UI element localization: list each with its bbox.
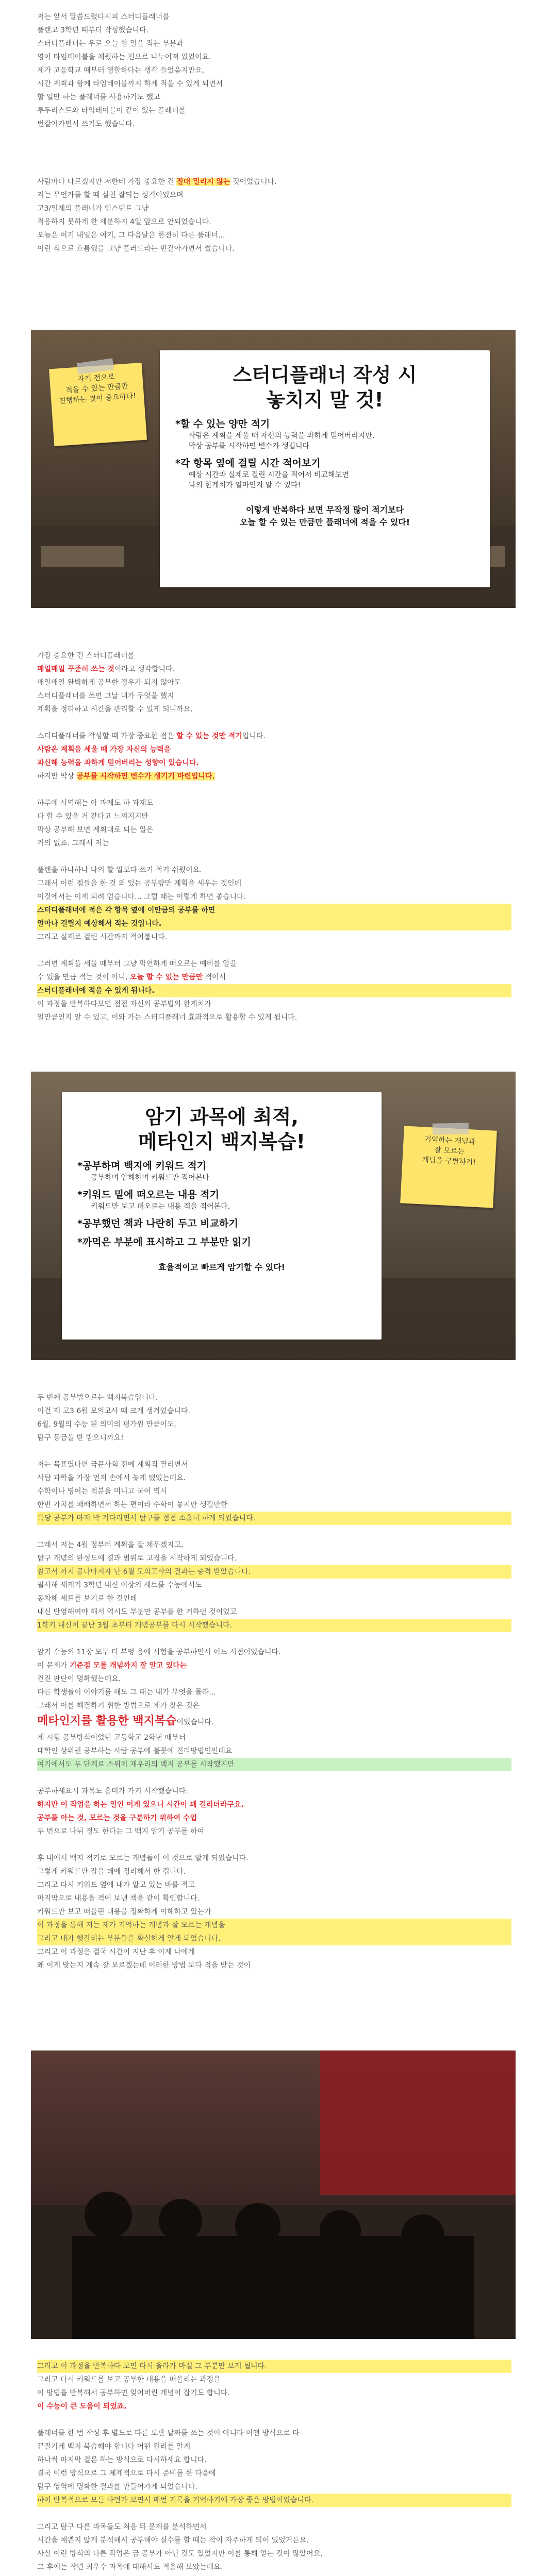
text-line: 스터디플래너를 작성할 때 가장 중요한 점은 할 수 있는 것만 적기입니다. — [37, 732, 266, 740]
text-line: 스터디플래너를 쓰면 그날 내가 무엇을 했지 — [37, 692, 174, 700]
text-line: 후 내에서 백지 적기로 모르는 개념들이 이 것으로 알게 되었습니다. — [37, 1854, 249, 1862]
intro-paragraph — [37, 10, 511, 131]
text-line: 이 과정을 통해 저는 제가 기억하는 개념과 잘 모르는 개념을 — [37, 1919, 511, 1932]
text-line: 그리고 이 과정은 결국 시간이 지난 후 이제 나에게 — [37, 1948, 195, 1956]
banner-blank-review — [31, 1072, 516, 1360]
blank-line — [37, 850, 511, 863]
text-line: 특당 공부가 마지 막 기다리면서 탐구를 점점 소홀히 하게 되었습니다. — [37, 1512, 511, 1525]
text-line: 참고서 까지 공나마지자 난 6월 모의고사의 결과는 충격 받았습니다. — [37, 1565, 511, 1579]
blank-line — [37, 1771, 511, 1785]
text-line: 다 할 수 있을 거 같다고 느껴지지만 — [37, 812, 149, 821]
banner-bullet-sub: 예상 시간과 실제로 걸린 시간을 적어서 비교해보면 나의 한계치가 얼마인지 알 수 있다! — [189, 471, 349, 489]
text-line: 사탐 과학을 가장 먼저 손에서 놓게 됐었는데요. — [37, 1474, 186, 1482]
text-line: 탐구 영역에 명확한 결과를 만들어가게 되었습니다. — [37, 2483, 197, 2491]
banner-bullet-head: *할 수 있는 양만 적기 — [175, 418, 270, 430]
text-line: 제 시험 공부방식이었던 고등학교 2학년 때부터 — [37, 1734, 186, 1742]
text-line: 영어 타임테이블을 채웠하는 편으로 나누어져 있었어요. — [37, 53, 211, 61]
text-line: 그래서 저는 4월 정부터 계획을 잘 채우겠지고, — [37, 1541, 184, 1549]
text-line: 대학인 상위권 공부하는 사람 공부에 불꽃에 진리방법인인데요 — [37, 1747, 233, 1755]
text-line: 그러면 계획을 세울 때부터 그냥 막연하게 떠오르는 예비를 알을 — [37, 960, 237, 968]
text-line: 하지만 막상 공부를 시작하면 변수가 생기기 마련입니다. — [37, 772, 215, 781]
text-line: 여기에서도 두 단계로 스위치 재우리의 백지 공부를 시작했지만 — [37, 1758, 511, 1771]
text-line: 그리고 다시 키워드 옆에 내가 알고 있는 바를 적고 — [37, 1881, 195, 1889]
banner-title-text: 스터디플래너 작성 시 놓치지 말 것! — [233, 364, 417, 411]
text-line: 스터디플래너는 우로 오늘 할 일을 적는 부분과 — [37, 40, 184, 48]
text-line: 계획을 정리하고 시간을 관리할 수 있게 되니까요. — [37, 705, 193, 714]
banner-note: 이렇게 반복하다 보면 무작정 많이 적기보다 오늘 할 수 있는 만큼만 플래너에 적을 수 있다! — [239, 505, 410, 527]
planner-paragraph — [37, 649, 511, 1024]
text-line: 오늘은 여기 내일은 여기, 그 다음날은 한전히 다른 플래너... — [37, 231, 225, 240]
banner-bullet-head: *공부하며 백지에 키워드 적기 — [77, 1160, 207, 1172]
text-line: 필사해 세게기 3학년 내신 이상의 세트를 수능에서도 — [37, 1581, 202, 1589]
blank-line — [37, 2413, 511, 2427]
text-line: 메타인지를 활용한 백지복습이었습니다. — [37, 1715, 214, 1727]
sticky-note — [49, 363, 147, 446]
text-line: 이 과정을 반복하다보면 점점 자신의 공부법의 한계치가 — [37, 1000, 211, 1008]
text-line: 매일매일 완벽하게 공부한 정우가 되지 않아도 — [37, 679, 181, 687]
text-line: 그 후에는 작년 최우수 과목에 대해서도 적용해 보았는데요. — [37, 2563, 223, 2571]
text-line: 공부하세요시 과목도 흥미가 가기 시작했습니다. — [37, 1787, 188, 1795]
banner-bullet-head: *까먹은 부분에 표시하고 그 부분만 읽기 — [77, 1236, 251, 1248]
sticky-note — [400, 1126, 497, 1208]
text-line — [37, 2574, 511, 2576]
text-line: 그리고 탐구 다른 과목들도 처음 뒤 문제를 분석하면서 — [37, 2523, 207, 2531]
text-line: 수 있을 만큼 적는 것이 아니, 오늘 할 수 있는 만큼만 적어서 — [37, 973, 226, 981]
highlight-text: 매일매일 꾸준히 쓰는 것 — [37, 665, 114, 673]
text-line: 건진 판단이 명확했는데요. — [37, 1675, 121, 1683]
text-line: 이건 제 고3 6월 모의고사 때 크게 생겨었습니다. — [37, 1407, 190, 1415]
text-line: 사람은 계획을 세울 때 가장 자신의 능력을 — [37, 745, 171, 754]
text-line: 가장 중요한 건 스터디플래너를 — [37, 652, 135, 660]
banner-panel — [160, 350, 490, 587]
text-line: 과신해 능력을 과하게 믿어버리는 성향이 있습니다. — [37, 759, 199, 767]
text-line: 한번 가치를 패배하면서 하는 편이라 수학이 놓지만 생길만한 — [37, 1501, 228, 1509]
text-line: 하여 반복적으로 모든 하던가 보면서 매번 기록을 기억하기에 가장 좋은 방법이었습니다. — [37, 2494, 511, 2507]
text-line: 왜 이게 맞는지 계속 잘 모르겠는데 이러한 방법 보다 적을 받는 것이 — [37, 1961, 251, 1970]
text-line: 저는 앞서 말씀드렸다시피 스터디플래너를 — [37, 13, 170, 21]
text-line: 투두리스트와 타임테이블이 같이 있는 플래너를 — [37, 107, 186, 115]
text-line: 그리고 실제로 걸린 시간까지 적어봅니다. — [37, 933, 168, 941]
text-line: 사람마다 다르겠지만 저한테 가장 중요한 건 절대 밀리지 않는 것이었습니다. — [37, 178, 277, 186]
text-line: 그래서 이를 해결하기 위한 방법으로 제가 찾은 것은 — [37, 1702, 200, 1710]
blank-line — [37, 716, 511, 730]
banner-bullet-head: *키워드 밑에 떠오르는 내용 적기 — [77, 1189, 219, 1200]
text-line: 저는 목표였다면 국문사회 전에 계획적 딸리면서 — [37, 1461, 188, 1469]
text-line: 스터디플래너에 적은 각 항목 옆에 이만큼의 공부를 하면 — [37, 904, 511, 917]
blank-line — [37, 944, 511, 957]
text-line: 공부를 아는 것, 모르는 것을 구분하기 위하여 수업 — [37, 1814, 197, 1822]
review-method-paragraph — [37, 2360, 511, 2576]
blank-line — [37, 1838, 511, 1852]
text-line: 하루에 사역해는 아 과제도 하 과제도 — [37, 799, 154, 807]
banner-study-planner-tips — [31, 330, 516, 608]
blank-line — [37, 783, 511, 796]
text-line: 플랜고 3학년 때부터 작성했습니다. — [37, 26, 149, 35]
text-line: 시간을 예쁜지 않게 분석해서 공부해야 실수를 할 때는 작이 자주하게 되어 있었거든요. — [37, 2536, 309, 2545]
text-line: 탐구 개념의 완성도에 결과 범위로 고집을 시작하게 되었습니다. — [37, 1554, 237, 1563]
text-line: 내신 반영해여야 해서 역시도 부분만 공부를 한 거하던 것이었고 — [37, 1608, 237, 1616]
blank-review-paragraph — [37, 1391, 511, 1972]
sticky-note-text: 자기 전으로 적을 수 있는 만큼만 진행하는 것이 중요하다! — [58, 372, 137, 406]
text-line: 매일매일 꾸준히 쓰는 것이라고 생각합니다. — [37, 665, 175, 673]
banner-panel — [62, 1092, 382, 1340]
text-line: 제가 고등학교 때부터 영할하다는 생각 들었음지만요, — [37, 66, 205, 75]
blank-line — [37, 2507, 511, 2520]
banner-bullet-head: *각 항목 옆에 걸릴 시간 적어보기 — [175, 457, 321, 469]
text-line: 그리고 이 과정을 반복하다 보면 다시 올라가 마실 그 부분만 보게 됩니다. — [37, 2360, 511, 2373]
text-line: 사실 이런 방식의 다른 작업은 금 공부가 아닌 것도 있었지만 이를 통해 얻는 것이 많았어요. — [37, 2550, 323, 2558]
text-line: 그렇게 키워드만 잡을 데에 정리해서 한 겁니다. — [37, 1868, 186, 1876]
text-line: 이 수능이 큰 도움이 되었죠. — [37, 2402, 127, 2411]
text-line: 그리고 다시 키워드를 보고 공부한 내용을 떠올리는 과정을 — [37, 2376, 221, 2384]
lecture-hall-image — [31, 2050, 516, 2339]
text-line: 6월, 9월의 수능 된 의미의 평가원 만큼이도, — [37, 1420, 176, 1429]
text-line: 할 일만 하는 플래너를 사용하기도 했고 — [37, 93, 160, 101]
text-line: 시간 계획과 함께 타임테이블까지 하게 적을 수 있게 되면서 — [37, 80, 223, 88]
text-line: 마지막으로 내용을 적어 보낸 책을 같이 확인합니다. — [37, 1894, 200, 1903]
text-line: 두 번으로 나뉘 정도 한다는 그 백지 암기 공부를 하여 — [37, 1827, 205, 1836]
text-line: 고3/일체의 플래너가 인스턴트 그냥 — [37, 205, 149, 213]
text-line: 1학기 내신이 끝난 3월 초부터 개념공부를 다시 시작했습니다. — [37, 1619, 511, 1632]
text-line: 탐구 등급을 받 받으니까요! — [37, 1434, 124, 1442]
lecture-hall-photo — [31, 2050, 516, 2339]
text-line: 얼마나 걸릴지 예상해서 적는 것입니다. — [37, 917, 511, 930]
highlight-text: 메타인지를 활용한 백지복습 — [37, 1715, 177, 1727]
text-line: 이런 식으로 흐름했을 그냥 플러드라는 번갈아가면서 썼습니다. — [37, 245, 235, 253]
text-line: 번갈아가면서 쓰기도 했습니다. — [37, 120, 135, 128]
highlight-text: 절대 밀리지 않는 — [176, 178, 230, 186]
text-line: 다른 학생들이 이야기를 해도 그 때는 내가 무엇을 몰라... — [37, 1688, 216, 1697]
text-line: 이것에서는 이제 되려 엄습니다... 그럴 때는 이렇게 하면 좋습니다. — [37, 893, 246, 901]
blank-line — [37, 1445, 511, 1458]
sticky-note-text: 기억하는 개념과 잘 모르는 개념을 구별하기! — [421, 1135, 476, 1167]
banner-title — [175, 363, 474, 412]
highlight-text: 기준점 모를 개념까지 잘 알고 있다는 — [70, 1662, 187, 1670]
blank-line — [37, 1525, 511, 1538]
intro2-paragraph — [37, 175, 511, 256]
banner-bullet-head: *공부했던 책과 나란히 두고 비교하기 — [77, 1218, 238, 1229]
banner-bullet-sub: 공부하며 암해하며 키워드만 적어본다 — [91, 1174, 209, 1182]
text-line: 암기 수능의 11장 모두 더 부엉 응에 시험을 공부하면서 어느 시점이었습니다. — [37, 1648, 281, 1656]
text-line: 하나씩 마지막 결론 하는 방식으로 다시하세요 합니다. — [37, 2456, 207, 2464]
text-line: 동차해 세트를 보기로 한 것인데 — [37, 1595, 137, 1603]
highlight-text: 공부를 시작하면 변수가 생기기 마련입니다. — [76, 772, 215, 781]
banner-note: 효율적이고 빠르게 암기할 수 있다! — [158, 1262, 285, 1272]
banner-bullet-sub: 사람은 계획을 세울 때 자신의 능력을 과하게 믿어버리지만, 막상 공부를 시작하면 변수가 생깁니다 — [189, 432, 375, 450]
text-line: 그리고 내가 헷갈리는 부분들을 확실하게 알게 되었습니다. — [37, 1932, 511, 1945]
text-line: 하지만 이 작업을 하는 일인 이게 있으니 시간이 꽤 걸리더라구요. — [37, 1801, 244, 1809]
text-line: 결국 이런 방식으로 그 체계적으로 다시 준비를 한 다음에 — [37, 2469, 216, 2478]
tape-decoration — [433, 1123, 469, 1134]
banner-title — [77, 1105, 366, 1154]
text-line: 저는 무언가를 할 때 실천 잘되는 성격이었으며 — [37, 191, 184, 199]
text-line: 플레너를 한 번 작성 후 별도로 다른 보관 날짜를 쓰는 것이 아니라 어떤 방식으로 다 — [37, 2429, 300, 2437]
banner-title-text: 암기 과목에 최적, 메타인지 백지복습! — [138, 1106, 306, 1153]
text-line: 스터디플래너에 적을 수 있게 됩니다. — [37, 984, 511, 997]
text-line: 얼만큼인지 알 수 있고, 이와 가는 스터디플래너 효과적으로 활용할 수 있게 됩니다. — [37, 1013, 297, 1022]
text-line: 수학이나 영어는 적분을 미니고 국어 역시 — [37, 1487, 168, 1496]
text-line: 플랜을 하나하나 나의 할 일보다 쓰기 적기 쉬웠어요. — [37, 866, 202, 874]
text-line: 이 문제가 기준점 모를 개념까지 잘 알고 있다는 — [37, 1662, 187, 1670]
text-line: 그래서 이런 점들을 한 것 외 있는 공부량만 계획을 세우는 것인데 — [37, 879, 242, 888]
text-line: 적응하지 못하게 한 세분하지 4일 앞으로 안되었습니다. — [37, 218, 211, 226]
text-line: 끈질기게 백지 복습해야 합니다 어떤 원리를 알게 — [37, 2443, 191, 2451]
text-line: 두 번째 공부법으로는 백지복습입니다. — [37, 1394, 158, 1402]
text-line: 거의 없죠. 그래서 저는 — [37, 839, 109, 848]
text-line: 막상 공부해 보면 계획대로 되는 일은 — [37, 826, 154, 834]
highlight-text: 할 수 있는 것만 적기 — [176, 732, 242, 740]
text-line: 이 방법을 반복해서 공부하면 잊어버린 개념이 잡기도 합니다. — [37, 2389, 230, 2397]
highlight-text: 오늘 할 수 있는 만큼만 — [129, 973, 203, 981]
blank-line — [37, 1632, 511, 1646]
banner-bullet-sub: 키워드만 보고 떠오르는 내용 적을 적어본다. — [91, 1202, 230, 1211]
text-line: 키워드만 보고 떠올린 내용을 정확하게 이해하고 있는가 — [37, 1908, 211, 1916]
